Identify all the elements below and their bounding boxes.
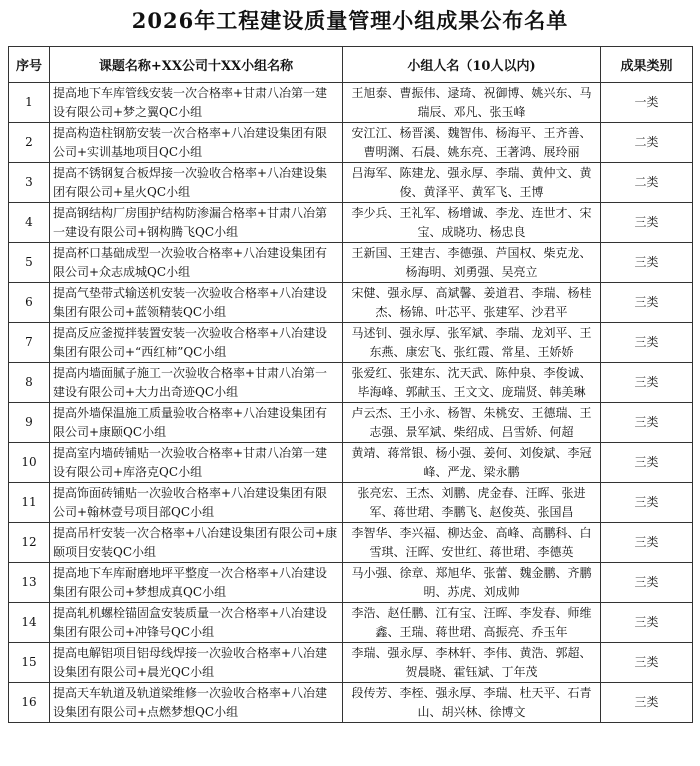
row-number: 15 bbox=[9, 643, 50, 683]
row-number: 12 bbox=[9, 523, 50, 563]
result-category: 三类 bbox=[601, 403, 693, 443]
result-category: 二类 bbox=[601, 123, 693, 163]
result-category: 一类 bbox=[601, 83, 693, 123]
page-title: 2026年工程建设质量管理小组成果公布名单 bbox=[131, 8, 569, 33]
group-members: 张爱红、张建东、沈天武、陈仲泉、李俊诚、毕海峰、郭献玉、王文文、庞瑞贤、韩美琳 bbox=[343, 363, 601, 403]
table-row bbox=[9, 563, 693, 603]
group-members: 安江江、杨晋溪、魏智伟、杨海平、王齐善、曹明渊、石晨、姚东亮、王著鸿、展玲丽 bbox=[343, 123, 601, 163]
topic-name: 提高钢结构厂房围护结构防渗漏合格率+甘肃八冶第一建设有限公司+钢构腾飞QC小组 bbox=[50, 203, 343, 243]
group-members: 张亮宏、王杰、刘鹏、虎金春、汪晖、张进军、蒋世珺、李鹏飞、赵俊英、张国昌 bbox=[343, 483, 601, 523]
table-row bbox=[9, 643, 693, 683]
row-number: 10 bbox=[9, 443, 50, 483]
result-category: 三类 bbox=[601, 563, 693, 603]
row-number: 14 bbox=[9, 603, 50, 643]
result-category: 三类 bbox=[601, 443, 693, 483]
group-members: 宋健、强永厚、高斌馨、姜道君、李瑞、杨桂杰、杨锦、叶芯平、张建军、沙君平 bbox=[343, 283, 601, 323]
group-members: 卢云杰、王小永、杨智、朱桃安、王德瑞、王志强、景军斌、柴绍成、吕雪娇、何超 bbox=[343, 403, 601, 443]
topic-name: 提高外墙保温施工质量验收合格率+八冶建设集团有限公司+康颐QC小组 bbox=[50, 403, 343, 443]
topic-name: 提高室内墙砖铺贴一次验收合格率+甘肃八冶第一建设有限公司+库洛克QC小组 bbox=[50, 443, 343, 483]
topic-name: 提高饰面砖铺贴一次验收合格率+八冶建设集团有限公司+翰林壹号项目部QC小组 bbox=[50, 483, 343, 523]
row-number: 5 bbox=[9, 243, 50, 283]
table-row bbox=[9, 363, 693, 403]
table-body bbox=[9, 83, 693, 723]
group-members: 段传芳、李桎、强永厚、李瑞、杜天平、石青山、胡兴林、徐博文 bbox=[343, 683, 601, 723]
group-members: 黄靖、蒋常银、杨小强、姜何、刘俊斌、李冠峰、严龙、梁永鹏 bbox=[343, 443, 601, 483]
table-row bbox=[9, 683, 693, 723]
table-row bbox=[9, 203, 693, 243]
result-category: 三类 bbox=[601, 363, 693, 403]
table-row bbox=[9, 603, 693, 643]
row-number: 11 bbox=[9, 483, 50, 523]
header-category: 成果类别 bbox=[601, 47, 693, 83]
topic-name: 提高内墙面腻子施工一次验收合格率+甘肃八冶第一建设有限公司+大力出奇迹QC小组 bbox=[50, 363, 343, 403]
header-topic: 课题名称+XX公司十XX小组名称 bbox=[50, 47, 343, 83]
topic-name: 提高构造柱钢筋安装一次合格率+八冶建设集团有限公司+实训基地项目QC小组 bbox=[50, 123, 343, 163]
result-category: 二类 bbox=[601, 163, 693, 203]
group-members: 李少兵、王礼军、杨增诚、李龙、连世才、宋宝、成晓功、杨忠良 bbox=[343, 203, 601, 243]
row-number: 9 bbox=[9, 403, 50, 443]
group-members: 马述钊、强永厚、张军斌、李瑞、龙刘平、王东燕、康宏飞、张红霞、常星、王娇娇 bbox=[343, 323, 601, 363]
group-members: 王旭泰、曹振伟、逯琦、祝御博、姚兴东、马瑞辰、邓凡、张玉峰 bbox=[343, 83, 601, 123]
header-members: 小组人名（10人以内) bbox=[343, 47, 601, 83]
table-row bbox=[9, 483, 693, 523]
result-category: 三类 bbox=[601, 283, 693, 323]
table-row bbox=[9, 83, 693, 123]
result-category: 三类 bbox=[601, 643, 693, 683]
result-category: 三类 bbox=[601, 523, 693, 563]
topic-name: 提高天车轨道及轨道梁维修一次验收合格率+八冶建设集团有限公司+点燃梦想QC小组 bbox=[50, 683, 343, 723]
topic-name: 提高反应釜搅拌装置安装一次验收合格率+八冶建设集团有限公司+“西红柿”QC小组 bbox=[50, 323, 343, 363]
result-category: 三类 bbox=[601, 203, 693, 243]
table-row bbox=[9, 123, 693, 163]
topic-name: 提高吊杆安装一次合格率+八冶建设集团有限公司+康颐项目安装QC小组 bbox=[50, 523, 343, 563]
table-header-row bbox=[9, 47, 693, 83]
row-number: 1 bbox=[9, 83, 50, 123]
topic-name: 提高轧机螺栓锚固盒安装质量一次合格率+八冶建设集团有限公司+冲锋号QC小组 bbox=[50, 603, 343, 643]
topic-name: 提高地下车库管线安装一次合格率+甘肃八冶第一建设有限公司+梦之翼QC小组 bbox=[50, 83, 343, 123]
row-number: 2 bbox=[9, 123, 50, 163]
group-members: 李瑞、强永厚、李林轩、李伟、黄浩、郭超、贺晨晓、霍钰斌、丁年茂 bbox=[343, 643, 601, 683]
result-category: 三类 bbox=[601, 683, 693, 723]
topic-name: 提高气垫带式输送机安装一次验收合格率+八冶建设集团有限公司+蓝领精装QC小组 bbox=[50, 283, 343, 323]
topic-name: 提高地下车库耐磨地坪平整度一次合格率+八冶建设集团有限公司+梦想成真QC小组 bbox=[50, 563, 343, 603]
header-no: 序号 bbox=[9, 47, 50, 83]
table-row bbox=[9, 443, 693, 483]
table-row bbox=[9, 323, 693, 363]
row-number: 13 bbox=[9, 563, 50, 603]
table-row bbox=[9, 283, 693, 323]
row-number: 3 bbox=[9, 163, 50, 203]
row-number: 16 bbox=[9, 683, 50, 723]
result-category: 三类 bbox=[601, 603, 693, 643]
row-number: 8 bbox=[9, 363, 50, 403]
table-row bbox=[9, 403, 693, 443]
results-table bbox=[8, 46, 693, 723]
result-category: 三类 bbox=[601, 323, 693, 363]
table-row bbox=[9, 523, 693, 563]
group-members: 李浩、赵任鹏、江有宝、汪晖、李发春、师维鑫、王瑞、蒋世珺、高振亮、乔玉年 bbox=[343, 603, 601, 643]
table-row bbox=[9, 243, 693, 283]
group-members: 马小强、徐章、郑旭华、张蕾、魏金鹏、齐鹏明、苏虎、刘成帅 bbox=[343, 563, 601, 603]
topic-name: 提高杯口基础成型一次验收合格率+八冶建设集团有限公司+众志成城QC小组 bbox=[50, 243, 343, 283]
group-members: 李智华、李兴福、柳达金、高峰、高鹏科、白雪琪、汪晖、安世红、蒋世珺、李德英 bbox=[343, 523, 601, 563]
result-category: 三类 bbox=[601, 483, 693, 523]
group-members: 王新国、王建吉、李德强、芦国权、柴克龙、杨海明、刘勇强、吴亮立 bbox=[343, 243, 601, 283]
table-row bbox=[9, 163, 693, 203]
topic-name: 提高不锈钢复合板焊接一次验收合格率+八冶建设集团有限公司+星火QC小组 bbox=[50, 163, 343, 203]
row-number: 6 bbox=[9, 283, 50, 323]
row-number: 4 bbox=[9, 203, 50, 243]
result-category: 三类 bbox=[601, 243, 693, 283]
row-number: 7 bbox=[9, 323, 50, 363]
group-members: 吕海军、陈建龙、强永厚、李瑞、黄仲文、黄俊、黄泽平、黄军飞、王博 bbox=[343, 163, 601, 203]
topic-name: 提高电解铝项目铝母线焊接一次验收合格率+八冶建设集团有限公司+晨光QC小组 bbox=[50, 643, 343, 683]
